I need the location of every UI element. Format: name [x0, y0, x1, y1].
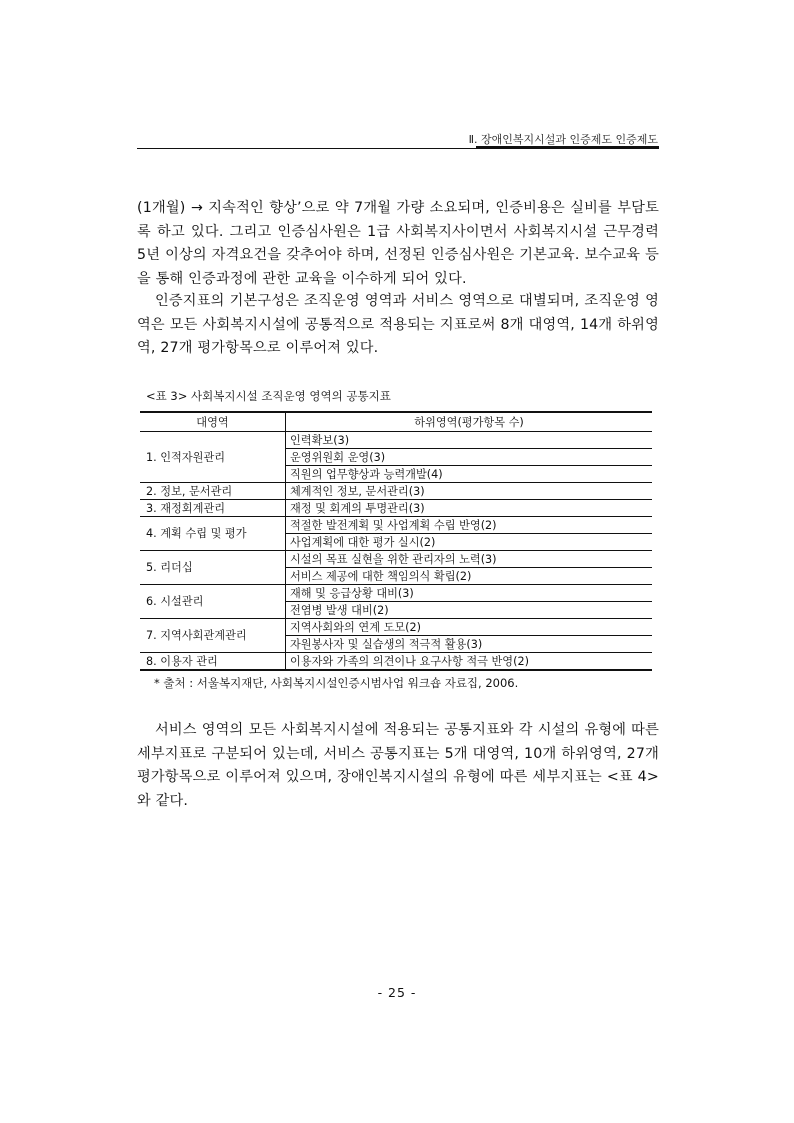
sub-domain-cell: 시설의 목표 실현을 위한 관리자의 노력(3) [286, 551, 653, 568]
column-header-major: 대영역 [140, 412, 286, 432]
major-domain-cell: 2. 정보, 문서관리 [140, 483, 286, 500]
sub-domain-cell: 재정 및 회계의 투명관리(3) [286, 500, 653, 517]
sub-domain-cell: 지역사회와의 연계 도모(2) [286, 619, 653, 636]
table-header-row [140, 412, 652, 432]
sub-domain-cell: 서비스 제공에 대한 책임의식 확립(2) [286, 568, 653, 585]
sub-domain-cell: 이용자와 가족의 의견이나 요구사항 적극 반영(2) [286, 653, 653, 671]
major-domain-cell: 1. 인적자원관리 [140, 432, 286, 483]
table-row [140, 517, 652, 534]
page-number: - 25 - [377, 985, 417, 1000]
indicator-table [140, 411, 652, 671]
major-domain-cell: 6. 시설관리 [140, 585, 286, 619]
major-domain-cell: 4. 계획 수립 및 평가 [140, 517, 286, 551]
major-domain-cell: 3. 재정회계관리 [140, 500, 286, 517]
running-header: Ⅱ. 장애인복지시설과 인증제도 인증제도 [468, 133, 658, 146]
sub-domain-cell: 사업계획에 대한 평가 실시(2) [286, 534, 653, 551]
sub-domain-cell: 전염병 발생 대비(2) [286, 602, 653, 619]
body-paragraph-2: 인증지표의 기본구성은 조직운영 영역과 서비스 영역으로 대별되며, 조직운영 영역은 모든 사회복지시설에 공통적으로 적용되는 지표로써 8개 대영역, 14개 하위영역, 27개 평가항목으로 이루어져 있다. [137, 293, 659, 356]
major-domain-cell: 5. 리더십 [140, 551, 286, 585]
table-row [140, 483, 652, 500]
sub-domain-cell: 인력확보(3) [286, 432, 653, 449]
table-row [140, 585, 652, 602]
major-domain-cell: 8. 이용자 관리 [140, 653, 286, 671]
table-row [140, 551, 652, 568]
sub-domain-cell: 적절한 발전계획 및 사업계획 수립 반영(2) [286, 517, 653, 534]
table-caption: <표 3> 사회복지시설 조직운영 영역의 공통지표 [146, 389, 391, 403]
sub-domain-cell: 재해 및 응급상황 대비(3) [286, 585, 653, 602]
table-row [140, 500, 652, 517]
sub-domain-cell: 직원의 업무향상과 능력개발(4) [286, 466, 653, 483]
table-row [140, 619, 652, 636]
body-paragraph-3: 서비스 영역의 모든 사회복지시설에 적용되는 공통지표와 각 시설의 유형에 따른 세부지표로 구분되어 있는데, 서비스 공통지표는 5개 대영역, 10개 하위영역, 27개 평가항목으로 이루어져 있으며, 장애인복지시설의 유형에 따른 세부지표는 <표 4>와 같다. [137, 722, 659, 809]
table-source-note: * 출처 : 서울복지재단, 사회복지시설인증시범사업 워크숍 자료집, 2006. [154, 676, 519, 690]
table-row [140, 432, 652, 449]
sub-domain-cell: 자원봉사자 및 실습생의 적극적 활용(3) [286, 636, 653, 653]
sub-domain-cell: 체계적인 정보, 문서관리(3) [286, 483, 653, 500]
column-header-sub: 하위영역(평가항목 수) [286, 412, 653, 432]
sub-domain-cell: 운영위원회 운영(3) [286, 449, 653, 466]
header-rule [137, 148, 659, 149]
body-paragraph-1: (1개월) → 지속적인 향상’으로 약 7개월 가량 소요되며, 인증비용은 실비를 부담토록 하고 있다. 그리고 인증심사원은 1급 사회복지사이면서 사회복지시설 근무경력 5년 이상의 자격요건을 갖추어야 하며, 선정된 인증심사원은 기본교육. 보수교육 등을 통해 인증과정에 관한 교육을 이수하게 되어 있다. [137, 200, 659, 287]
table-row [140, 653, 652, 671]
major-domain-cell: 7. 지역사회관계관리 [140, 619, 286, 653]
